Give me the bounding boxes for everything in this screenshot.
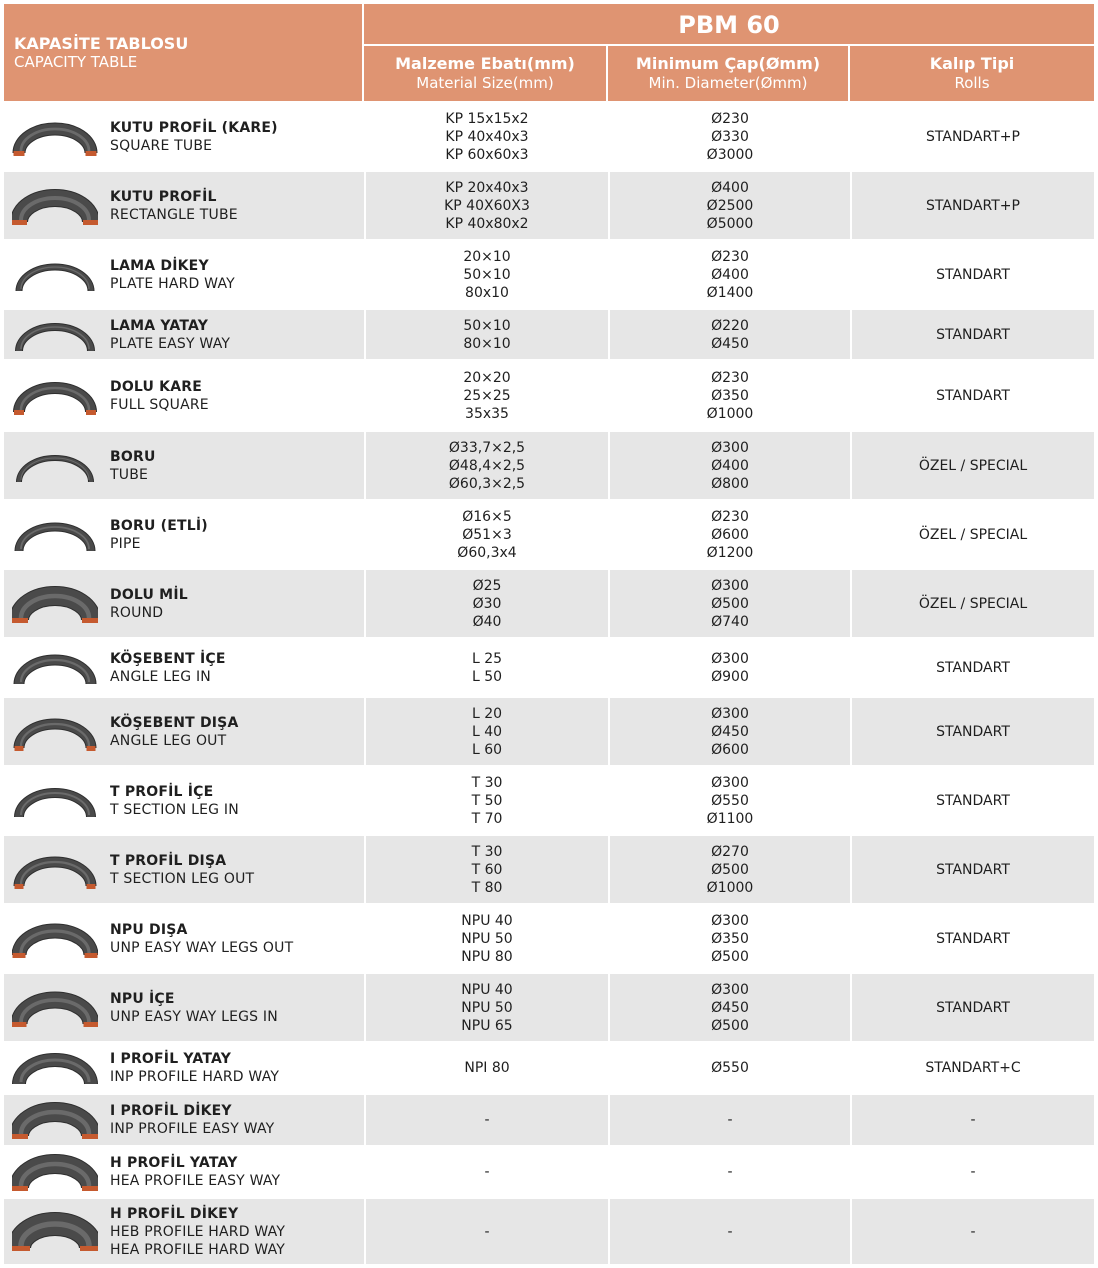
min-diameter-cell <box>608 501 850 568</box>
round-bar-profile-icon <box>12 584 98 624</box>
material-size-value: NPI 80 <box>464 1060 510 1076</box>
material-size-value: - <box>484 1112 490 1128</box>
material-size-value: Ø16×5 <box>462 508 512 525</box>
profile-name-en: TUBE <box>110 466 149 483</box>
column-header-min-diameter <box>608 46 850 101</box>
t-section-leg-out-profile-icon <box>12 850 98 890</box>
material-size-value: Ø60,3x4 <box>457 544 517 561</box>
min-diameter-value: Ø230 <box>711 110 749 127</box>
material-size-value: 50×10 <box>463 266 511 283</box>
min-diameter-value: Ø800 <box>711 475 749 492</box>
profile-name-cell <box>4 310 364 359</box>
min-diameter-value: Ø600 <box>711 526 749 543</box>
table-row <box>4 359 1094 430</box>
min-diameter-value: - <box>727 1164 733 1180</box>
min-diameter-value: Ø550 <box>711 792 749 809</box>
min-diameter-cell <box>608 103 850 170</box>
material-size-cell <box>364 836 608 903</box>
material-size-value: KP 60x60x3 <box>445 146 529 163</box>
rectangle-tube-profile-icon <box>12 186 98 226</box>
profile-name-tr: NPU DIŞA <box>110 921 188 938</box>
unp-legs-out-profile-icon <box>12 919 98 959</box>
rolls-value: STANDART+C <box>925 1060 1021 1076</box>
rolls-value: - <box>970 1112 976 1128</box>
table-row <box>4 499 1094 568</box>
rolls-value: STANDART <box>936 659 1010 676</box>
column-header-rolls-tr: Kalıp Tipi <box>929 54 1015 73</box>
profile-name-tr: LAMA YATAY <box>110 317 209 334</box>
profile-name-tr: T PROFİL DIŞA <box>110 852 227 869</box>
min-diameter-value: Ø450 <box>711 999 749 1016</box>
material-size-value: T 80 <box>471 879 503 896</box>
min-diameter-value: Ø230 <box>711 508 749 525</box>
profile-name-tr: H PROFİL YATAY <box>110 1155 238 1171</box>
min-diameter-value: Ø500 <box>711 595 749 612</box>
material-size-value: T 50 <box>471 792 503 809</box>
inp-easy-way-profile-icon <box>12 1100 98 1140</box>
material-size-value: NPU 65 <box>461 1017 513 1034</box>
model-name: PBM 60 <box>364 4 1094 46</box>
min-diameter-value: Ø300 <box>711 577 749 594</box>
table-row <box>4 1093 1094 1145</box>
min-diameter-value: Ø1400 <box>706 284 754 301</box>
material-size-value: T 30 <box>471 843 503 860</box>
model-header <box>364 4 1094 101</box>
table-row <box>4 765 1094 834</box>
rolls-cell <box>850 1095 1094 1145</box>
material-size-value: Ø40 <box>472 613 502 630</box>
pipe-profile-icon <box>12 515 98 555</box>
angle-leg-out-profile-icon <box>12 712 98 752</box>
profile-name-en: UNP EASY WAY LEGS OUT <box>110 939 294 956</box>
material-size-value: 25×25 <box>463 387 511 404</box>
min-diameter-value: Ø230 <box>711 369 749 386</box>
profile-name-cell <box>4 501 364 568</box>
material-size-cell <box>364 361 608 430</box>
rolls-cell <box>850 905 1094 972</box>
profile-name-en: HEA PROFILE EASY WAY <box>110 1173 281 1189</box>
profile-name-en-alt: HEA PROFILE HARD WAY <box>110 1241 286 1258</box>
profile-name-tr: KUTU PROFİL <box>110 188 217 205</box>
profile-labels <box>110 378 209 414</box>
profile-labels <box>110 1154 280 1190</box>
table-title-en: CAPACITY TABLE <box>14 53 138 71</box>
profile-name-tr: I PROFİL YATAY <box>110 1051 232 1067</box>
min-diameter-cell <box>608 905 850 972</box>
min-diameter-value: Ø1000 <box>706 405 754 422</box>
rolls-value: STANDART <box>936 266 1010 283</box>
min-diameter-cell <box>608 1147 850 1197</box>
rolls-cell <box>850 501 1094 568</box>
material-size-value: L 20 <box>471 705 503 722</box>
table-row <box>4 1041 1094 1093</box>
min-diameter-value: Ø500 <box>711 948 749 965</box>
material-size-cell <box>364 1095 608 1145</box>
material-size-value: Ø60,3×2,5 <box>448 475 526 492</box>
rolls-value: STANDART+P <box>926 128 1020 145</box>
profile-name-cell <box>4 836 364 903</box>
material-size-value: NPU 40 <box>461 912 513 929</box>
table-row <box>4 308 1094 359</box>
rolls-cell <box>850 1199 1094 1264</box>
profile-name-cell <box>4 570 364 637</box>
min-diameter-value: Ø270 <box>711 843 749 860</box>
min-diameter-value: Ø1100 <box>706 810 754 827</box>
material-size-value: Ø30 <box>472 595 502 612</box>
profile-name-cell <box>4 974 364 1041</box>
min-diameter-cell <box>608 310 850 359</box>
material-size-value: - <box>484 1164 490 1180</box>
material-size-value: KP 40X60X3 <box>444 197 530 214</box>
min-diameter-value: Ø550 <box>711 1060 749 1076</box>
profile-name-cell <box>4 432 364 499</box>
rolls-cell <box>850 1043 1094 1093</box>
rolls-value: STANDART+P <box>926 197 1020 214</box>
min-diameter-value: Ø230 <box>711 248 749 265</box>
table-row <box>4 637 1094 696</box>
min-diameter-cell <box>608 241 850 308</box>
profile-name-en: T SECTION LEG OUT <box>110 870 255 887</box>
min-diameter-value: Ø5000 <box>706 215 754 232</box>
profile-name-cell <box>4 361 364 430</box>
material-size-value: 20×10 <box>463 248 511 265</box>
material-size-cell <box>364 1043 608 1093</box>
material-size-value: NPU 50 <box>461 930 513 947</box>
table-row <box>4 834 1094 903</box>
profile-labels <box>110 852 254 888</box>
profile-name-tr: H PROFİL DİKEY <box>110 1205 239 1222</box>
rolls-cell <box>850 172 1094 239</box>
profile-name-tr: DOLU KARE <box>110 378 203 395</box>
material-size-value: L 25 <box>471 650 503 667</box>
material-size-cell <box>364 501 608 568</box>
rolls-cell <box>850 241 1094 308</box>
profile-labels <box>110 188 238 224</box>
profile-name-en: INP PROFILE HARD WAY <box>110 1069 280 1085</box>
min-diameter-value: Ø500 <box>711 1017 749 1034</box>
profile-name-cell <box>4 241 364 308</box>
min-diameter-value: - <box>727 1112 733 1128</box>
table-row <box>4 170 1094 239</box>
min-diameter-value: Ø450 <box>711 723 749 740</box>
min-diameter-value: Ø400 <box>711 179 749 196</box>
profile-name-en: PLATE EASY WAY <box>110 335 231 352</box>
profile-name-en: T SECTION LEG IN <box>110 801 239 818</box>
column-header-material-size-tr: Malzeme Ebatı(mm) <box>395 54 575 73</box>
min-diameter-value: Ø500 <box>711 861 749 878</box>
min-diameter-value: Ø2500 <box>706 197 754 214</box>
rolls-value: STANDART <box>936 861 1010 878</box>
table-row <box>4 101 1094 170</box>
min-diameter-value: Ø400 <box>711 266 749 283</box>
rolls-value: ÖZEL / SPECIAL <box>918 457 1028 474</box>
min-diameter-value: Ø300 <box>711 705 749 722</box>
material-size-value: L 40 <box>471 723 503 740</box>
rolls-value: STANDART <box>936 723 1010 740</box>
profile-name-en: FULL SQUARE <box>110 396 209 413</box>
min-diameter-cell <box>608 1199 850 1264</box>
table-title-tr: KAPASİTE TABLOSU <box>14 34 189 53</box>
tube-profile-icon <box>12 446 98 486</box>
profile-name-tr: BORU <box>110 448 156 465</box>
table-row <box>4 903 1094 972</box>
material-size-value: KP 40x40x3 <box>445 128 529 145</box>
material-size-value: 80x10 <box>465 284 509 301</box>
material-size-cell <box>364 698 608 765</box>
column-header-min-diameter-tr: Minimum Çap(Ømm) <box>635 54 821 73</box>
min-diameter-value: Ø220 <box>711 317 749 334</box>
profile-labels <box>110 783 239 819</box>
min-diameter-value: Ø450 <box>711 335 749 352</box>
column-header-rolls-en: Rolls <box>954 74 990 92</box>
profile-labels <box>110 921 293 957</box>
min-diameter-cell <box>608 698 850 765</box>
material-size-value: T 60 <box>471 861 503 878</box>
min-diameter-value: Ø1000 <box>706 879 754 896</box>
material-size-cell <box>364 172 608 239</box>
rolls-cell <box>850 974 1094 1041</box>
material-size-value: L 50 <box>471 668 503 685</box>
min-diameter-value: Ø740 <box>711 613 749 630</box>
rolls-value: STANDART <box>936 387 1010 404</box>
rolls-cell <box>850 1147 1094 1197</box>
min-diameter-cell <box>608 172 850 239</box>
hea-easy-way-profile-icon <box>12 1152 98 1192</box>
unp-legs-in-profile-icon <box>12 988 98 1028</box>
profile-labels <box>110 990 278 1026</box>
material-size-cell <box>364 639 608 696</box>
material-size-value: 80×10 <box>463 335 511 352</box>
material-size-value: Ø25 <box>472 577 502 594</box>
material-size-value: KP 40x80x2 <box>445 215 529 232</box>
min-diameter-cell <box>608 974 850 1041</box>
rolls-value: STANDART <box>936 999 1010 1016</box>
profile-name-en: RECTANGLE TUBE <box>110 206 238 223</box>
column-header-rolls <box>850 46 1094 101</box>
profile-name-tr: KÖŞEBENT İÇE <box>110 650 226 667</box>
full-square-profile-icon <box>12 376 98 416</box>
material-size-cell <box>364 570 608 637</box>
min-diameter-cell <box>608 432 850 499</box>
rolls-cell <box>850 767 1094 834</box>
min-diameter-value: Ø330 <box>711 128 749 145</box>
profile-name-en: HEB PROFILE HARD WAY <box>110 1223 286 1240</box>
table-row <box>4 1145 1094 1197</box>
min-diameter-value: Ø300 <box>711 912 749 929</box>
min-diameter-value: Ø1200 <box>706 544 754 561</box>
profile-name-tr: KÖŞEBENT DIŞA <box>110 714 239 731</box>
profile-name-cell <box>4 103 364 170</box>
profile-labels <box>110 119 278 155</box>
rolls-value: STANDART <box>936 792 1010 809</box>
profile-name-tr: T PROFİL İÇE <box>110 783 214 800</box>
profile-name-cell <box>4 905 364 972</box>
min-diameter-cell <box>608 570 850 637</box>
profile-name-en: INP PROFILE EASY WAY <box>110 1121 275 1137</box>
column-header-material-size <box>364 46 608 101</box>
profile-labels <box>110 714 239 750</box>
profile-name-en: ANGLE LEG IN <box>110 668 211 685</box>
min-diameter-value: Ø600 <box>711 741 749 758</box>
min-diameter-cell <box>608 1095 850 1145</box>
rolls-cell <box>850 570 1094 637</box>
table-header <box>4 4 1094 101</box>
square-tube-profile-icon <box>12 117 98 157</box>
profile-labels <box>110 586 188 622</box>
min-diameter-value: Ø3000 <box>706 146 754 163</box>
rolls-cell <box>850 103 1094 170</box>
material-size-value: 35x35 <box>465 405 509 422</box>
min-diameter-value: Ø300 <box>711 774 749 791</box>
table-row <box>4 696 1094 765</box>
material-size-value: Ø48,4×2,5 <box>448 457 526 474</box>
profile-name-tr: NPU İÇE <box>110 990 175 1007</box>
rolls-value: - <box>970 1223 976 1240</box>
rolls-cell <box>850 310 1094 359</box>
profile-labels <box>110 257 235 293</box>
min-diameter-value: Ø300 <box>711 439 749 456</box>
table-row <box>4 430 1094 499</box>
material-size-value: NPU 80 <box>461 948 513 965</box>
profile-name-tr: LAMA DİKEY <box>110 257 209 274</box>
material-size-value: KP 20x40x3 <box>445 179 529 196</box>
material-size-value: Ø33,7×2,5 <box>448 439 526 456</box>
rolls-value: STANDART <box>936 930 1010 947</box>
min-diameter-value: Ø350 <box>711 930 749 947</box>
rolls-cell <box>850 639 1094 696</box>
profile-name-tr: KUTU PROFİL (KARE) <box>110 119 278 136</box>
min-diameter-cell <box>608 639 850 696</box>
material-size-value: 20×20 <box>463 369 511 386</box>
material-size-value: KP 15x15x2 <box>445 110 529 127</box>
material-size-cell <box>364 1147 608 1197</box>
profile-name-tr: I PROFİL DİKEY <box>110 1103 232 1119</box>
min-diameter-value: Ø400 <box>711 457 749 474</box>
table-body <box>4 101 1094 1264</box>
profile-labels <box>110 317 230 353</box>
profile-name-cell <box>4 1043 364 1093</box>
material-size-cell <box>364 1199 608 1264</box>
rolls-cell <box>850 361 1094 430</box>
rolls-value: ÖZEL / SPECIAL <box>918 595 1028 612</box>
rolls-cell <box>850 698 1094 765</box>
profile-name-en: ANGLE LEG OUT <box>110 732 227 749</box>
material-size-cell <box>364 241 608 308</box>
profile-name-en: PLATE HARD WAY <box>110 275 235 292</box>
profile-name-cell <box>4 1095 364 1145</box>
t-section-leg-in-profile-icon <box>12 781 98 821</box>
profile-name-cell <box>4 172 364 239</box>
material-size-value: L 60 <box>471 741 503 758</box>
rolls-cell <box>850 432 1094 499</box>
min-diameter-value: Ø350 <box>711 387 749 404</box>
material-size-cell <box>364 310 608 359</box>
profile-labels <box>110 1102 274 1138</box>
profile-name-en: PIPE <box>110 535 141 552</box>
profile-name-tr: DOLU MİL <box>110 586 188 603</box>
table-row <box>4 1197 1094 1264</box>
rolls-value: STANDART <box>936 326 1010 343</box>
angle-leg-in-profile-icon <box>12 648 98 688</box>
plate-hard-way-profile-icon <box>12 255 98 295</box>
min-diameter-value: Ø900 <box>711 668 749 685</box>
profile-name-cell <box>4 639 364 696</box>
material-size-value: T 70 <box>471 810 503 827</box>
profile-name-cell <box>4 767 364 834</box>
inp-hard-way-profile-icon <box>12 1048 98 1088</box>
capacity-table <box>4 4 1094 1264</box>
rolls-value: ÖZEL / SPECIAL <box>918 526 1028 543</box>
profile-labels <box>110 517 208 553</box>
rolls-cell <box>850 836 1094 903</box>
plate-easy-way-profile-icon <box>12 315 98 355</box>
column-header-min-diameter-en: Min. Diameter(Ømm) <box>648 74 808 92</box>
min-diameter-cell <box>608 836 850 903</box>
profile-name-en: ROUND <box>110 604 164 621</box>
profile-labels <box>110 650 226 686</box>
min-diameter-cell <box>608 361 850 430</box>
profile-name-cell <box>4 1199 364 1264</box>
table-title <box>4 4 364 101</box>
profile-labels <box>110 1205 285 1259</box>
table-row <box>4 239 1094 308</box>
material-size-value: 50×10 <box>463 317 511 334</box>
profile-labels <box>110 448 156 484</box>
profile-name-tr: BORU (ETLİ) <box>110 517 208 534</box>
profile-labels <box>110 1050 279 1086</box>
material-size-value: T 30 <box>471 774 503 791</box>
profile-name-en: UNP EASY WAY LEGS IN <box>110 1008 278 1025</box>
table-row <box>4 568 1094 637</box>
heb-hard-way-profile-icon <box>12 1212 98 1252</box>
material-size-cell <box>364 432 608 499</box>
material-size-cell <box>364 974 608 1041</box>
rolls-value: - <box>970 1164 976 1180</box>
profile-name-cell <box>4 698 364 765</box>
min-diameter-value: - <box>727 1223 733 1240</box>
column-header-material-size-en: Material Size(mm) <box>416 74 554 92</box>
material-size-value: NPU 40 <box>461 981 513 998</box>
table-row <box>4 972 1094 1041</box>
min-diameter-cell <box>608 767 850 834</box>
profile-name-cell <box>4 1147 364 1197</box>
material-size-cell <box>364 905 608 972</box>
profile-name-en: SQUARE TUBE <box>110 137 213 154</box>
material-size-value: - <box>484 1223 490 1240</box>
min-diameter-value: Ø300 <box>711 650 749 667</box>
material-size-cell <box>364 767 608 834</box>
min-diameter-cell <box>608 1043 850 1093</box>
material-size-value: Ø51×3 <box>462 526 512 543</box>
min-diameter-value: Ø300 <box>711 981 749 998</box>
material-size-cell <box>364 103 608 170</box>
material-size-value: NPU 50 <box>461 999 513 1016</box>
